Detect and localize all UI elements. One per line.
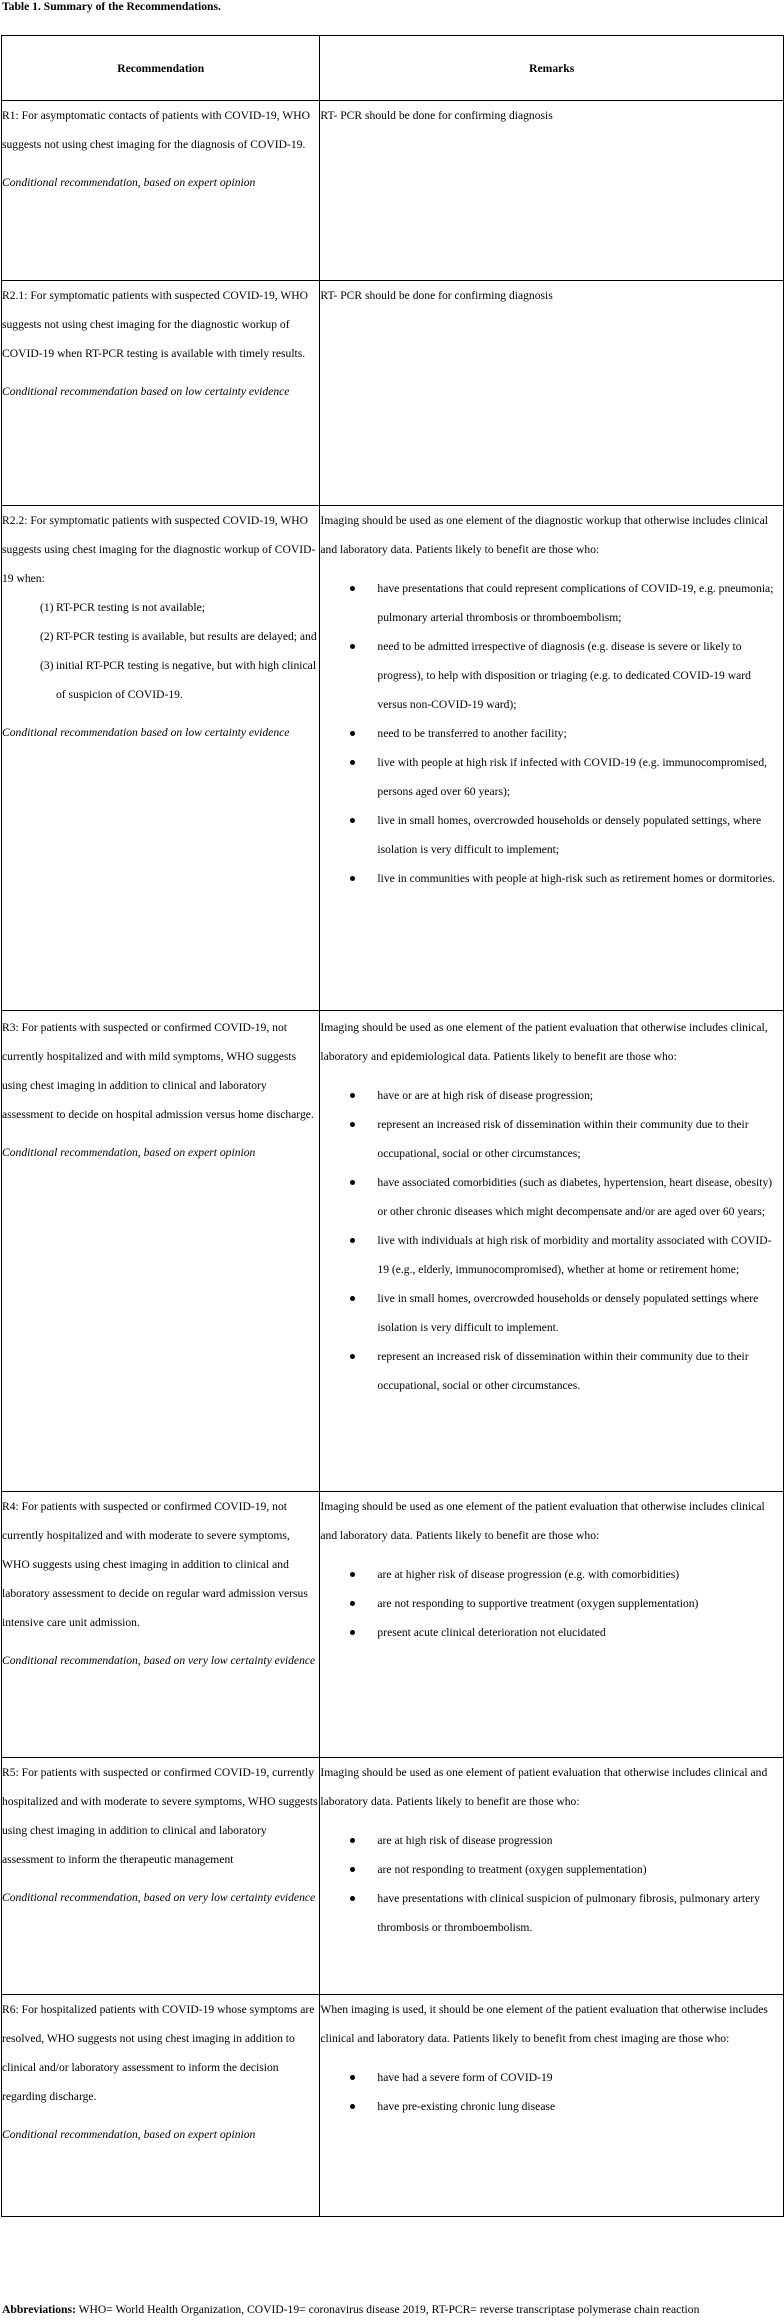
bullet-icon [350, 1896, 355, 1901]
condition-note: Conditional recommendation, based on very low certainty evidence [2, 1891, 316, 1904]
condition-note: Conditional recommendation, based on very low certainty evidence [2, 1654, 316, 1667]
condition-note: Conditional recommendation based on low certainty evidence [2, 726, 290, 739]
bullet-item [350, 2092, 783, 2121]
bullet-text: have presentations that could represent complications of COVID-19, e.g. pneumonia; pulmonary arterial thrombosis or thromboembolism; [377, 582, 774, 624]
abbreviations-note [2, 2303, 699, 2316]
header-recommendation: Recommendation [2, 36, 320, 101]
table-title: Table 1. Summary of the Recommendations. [2, 0, 221, 13]
recommendation-cell [2, 1011, 320, 1492]
item-number: (3) [40, 659, 54, 672]
remarks-bullets [320, 1081, 783, 1400]
bullet-text: have or are at high risk of disease progression; [377, 1089, 594, 1102]
numbered-conditions [2, 593, 319, 709]
item-text: RT-PCR testing is not available; [56, 601, 205, 614]
bullet-icon [350, 644, 355, 649]
table-row [2, 281, 784, 506]
bullet-icon [350, 1180, 355, 1185]
bullet-item [350, 1855, 783, 1884]
abbreviations-label: Abbreviations: [2, 2303, 76, 2316]
bullet-item [350, 1618, 783, 1647]
bullet-item [350, 1284, 783, 1342]
numbered-item [40, 593, 319, 622]
remarks-cell [320, 101, 784, 281]
bullet-text: are not responding to treatment (oxygen supplementation) [377, 1863, 647, 1876]
recommendation-text: R6: For hospitalized patients with COVID-19 whose symptoms are resolved, WHO suggests not using chest imaging in addition to clinical and/or laboratory assessment to inform the decision regarding discharge. [2, 2003, 315, 2103]
table-header-row [2, 36, 784, 101]
table-row [2, 506, 784, 1011]
recommendation-cell [2, 1995, 320, 2217]
condition-note: Conditional recommendation, based on expert opinion [2, 176, 256, 189]
remarks-bullets [320, 574, 783, 893]
bullet-item [350, 1884, 783, 1942]
bullet-icon [350, 1867, 355, 1872]
table-row [2, 101, 784, 281]
remarks-intro: RT- PCR should be done for confirming diagnosis [320, 289, 553, 302]
bullet-icon [350, 1238, 355, 1243]
bullet-item [350, 1168, 783, 1226]
bullet-icon [350, 2075, 355, 2080]
recommendations-table [1, 35, 784, 2217]
bullet-item [350, 1560, 783, 1589]
header-remarks: Remarks [320, 36, 784, 101]
remarks-cell [320, 1995, 784, 2217]
recommendation-cell [2, 506, 320, 1011]
bullet-text: live in small homes, overcrowded households or densely populated settings where isolation is very difficult to implement. [377, 1292, 759, 1334]
bullet-item [350, 1826, 783, 1855]
bullet-text: have presentations with clinical suspicion of pulmonary fibrosis, pulmonary artery thrombosis or thromboembolism. [377, 1892, 760, 1934]
bullet-icon [350, 1838, 355, 1843]
bullet-icon [350, 876, 355, 881]
bullet-icon [350, 1630, 355, 1635]
bullet-item [350, 806, 783, 864]
bullet-item [350, 748, 783, 806]
bullet-text: are at higher risk of disease progression (e.g. with comorbidities) [377, 1568, 680, 1581]
bullet-item [350, 632, 783, 719]
remarks-bullets [320, 1826, 783, 1942]
recommendation-text: R1: For asymptomatic contacts of patients with COVID-19, WHO suggests not using chest imaging for the diagnosis of COVID-19. [2, 109, 310, 151]
bullet-text: have pre-existing chronic lung disease [377, 2100, 556, 2113]
remarks-cell [320, 506, 784, 1011]
bullet-item [350, 864, 783, 893]
bullet-text: need to be transferred to another facility; [377, 727, 567, 740]
remarks-intro: RT- PCR should be done for confirming diagnosis [320, 109, 553, 122]
bullet-item [350, 719, 783, 748]
bullet-icon [350, 731, 355, 736]
recommendation-text: R2.1: For symptomatic patients with suspected COVID-19, WHO suggests not using chest imaging for the diagnostic workup of COVID-19 when RT-PCR testing is available with timely results. [2, 289, 309, 360]
bullet-icon [350, 586, 355, 591]
bullet-icon [350, 1296, 355, 1301]
bullet-item [350, 1342, 783, 1400]
remarks-intro: Imaging should be used as one element of the patient evaluation that otherwise includes clinical, laboratory and epidemiological data. Patients likely to benefit are those who: [320, 1021, 768, 1063]
item-text: RT-PCR testing is available, but results are delayed; and [56, 630, 317, 643]
bullet-text: live with individuals at high risk of morbidity and mortality associated with COVID-19 (e.g., elderly, immunocompromised), whether at home or retirement home; [377, 1234, 772, 1276]
bullet-item [350, 1589, 783, 1618]
table-row [2, 1492, 784, 1758]
item-text: initial RT-PCR testing is negative, but with high clinical of suspicion of COVID-19. [56, 659, 317, 701]
remarks-cell [320, 281, 784, 506]
remarks-intro: When imaging is used, it should be one element of the patient evaluation that otherwise includes clinical and laboratory data. Patients likely to benefit from chest imaging are those who: [320, 2003, 768, 2045]
table-row [2, 1011, 784, 1492]
bullet-icon [350, 1354, 355, 1359]
condition-note: Conditional recommendation, based on expert opinion [2, 1146, 256, 1159]
recommendation-cell [2, 281, 320, 506]
recommendation-cell [2, 101, 320, 281]
bullet-item [350, 1226, 783, 1284]
remarks-intro: Imaging should be used as one element of the patient evaluation that otherwise includes clinical and laboratory data. Patients likely to benefit are those who: [320, 1500, 765, 1542]
condition-note: Conditional recommendation, based on expert opinion [2, 2128, 256, 2141]
bullet-text: are not responding to supportive treatment (oxygen supplementation) [377, 1597, 699, 1610]
bullet-item [350, 1081, 783, 1110]
bullet-icon [350, 1122, 355, 1127]
bullet-item [350, 574, 783, 632]
remarks-intro: Imaging should be used as one element of patient evaluation that otherwise includes clinical and laboratory data. Patients likely to benefit are those who: [320, 1766, 768, 1808]
recommendation-text: R4: For patients with suspected or confirmed COVID-19, not currently hospitalized and with moderate to severe symptoms, WHO suggests using chest imaging in addition to clinical and laboratory assessment to decide on regular ward admission versus intensive care unit admission. [2, 1500, 308, 1629]
bullet-text: need to be admitted irrespective of diagnosis (e.g. disease is severe or likely to progress), to help with disposition or triaging (e.g. to dedicated COVID-19 ward versus non-COVID-19 ward); [377, 640, 751, 711]
table-row [2, 1758, 784, 1995]
remarks-cell [320, 1011, 784, 1492]
bullet-text: live in small homes, overcrowded households or densely populated settings, where isolation is very difficult to implement; [377, 814, 762, 856]
condition-note: Conditional recommendation based on low certainty evidence [2, 385, 290, 398]
recommendation-cell [2, 1758, 320, 1995]
bullet-text: represent an increased risk of dissemination within their community due to their occupational, social or other circumstances; [377, 1118, 749, 1160]
bullet-item [350, 1110, 783, 1168]
recommendation-text: R3: For patients with suspected or confirmed COVID-19, not currently hospitalized and with mild symptoms, WHO suggests using chest imaging in addition to clinical and laboratory assessment to decide on hospital admission versus home discharge. [2, 1021, 314, 1121]
remarks-intro: Imaging should be used as one element of the diagnostic workup that otherwise includes clinical and laboratory data. Patients likely to benefit are those who: [320, 514, 768, 556]
remarks-cell [320, 1492, 784, 1758]
bullet-text: present acute clinical deterioration not elucidated [377, 1626, 606, 1639]
recommendation-cell [2, 1492, 320, 1758]
bullet-icon [350, 1572, 355, 1577]
bullet-text: have had a severe form of COVID-19 [377, 2071, 553, 2084]
remarks-bullets [320, 1560, 783, 1647]
recommendation-text: R5: For patients with suspected or confirmed COVID-19, currently hospitalized and with moderate to severe symptoms, WHO suggests using chest imaging in addition to clinical and laboratory assessment to inform the therapeutic management [2, 1766, 318, 1866]
item-number: (2) [40, 630, 54, 643]
bullet-icon [350, 760, 355, 765]
bullet-text: are at high risk of disease progression [377, 1834, 553, 1847]
bullet-icon [350, 818, 355, 823]
bullet-icon [350, 1093, 355, 1098]
bullet-icon [350, 1601, 355, 1606]
table-row [2, 1995, 784, 2217]
remarks-bullets [320, 2063, 783, 2121]
bullet-text: live with people at high risk if infected with COVID-19 (e.g. immunocompromised, persons aged over 60 years); [377, 756, 768, 798]
bullet-text: have associated comorbidities (such as diabetes, hypertension, heart disease, obesity) or other chronic diseases which might decompensate and/or are aged over 60 years; [377, 1176, 773, 1218]
numbered-item [40, 651, 319, 709]
bullet-icon [350, 2104, 355, 2109]
remarks-cell [320, 1758, 784, 1995]
recommendation-text: R2.2: For symptomatic patients with suspected COVID-19, WHO suggests using chest imaging for the diagnostic workup of COVID-19 when: [2, 514, 316, 585]
item-number: (1) [40, 601, 54, 614]
bullet-item [350, 2063, 783, 2092]
numbered-item [40, 622, 319, 651]
abbreviations-text: WHO= World Health Organization, COVID-19= coronavirus disease 2019, RT-PCR= reverse transcriptase polymerase chain reaction [75, 2303, 700, 2316]
bullet-text: live in communities with people at high-risk such as retirement homes or dormitories. [377, 872, 776, 885]
bullet-text: represent an increased risk of dissemination within their community due to their occupational, social or other circumstances. [377, 1350, 749, 1392]
